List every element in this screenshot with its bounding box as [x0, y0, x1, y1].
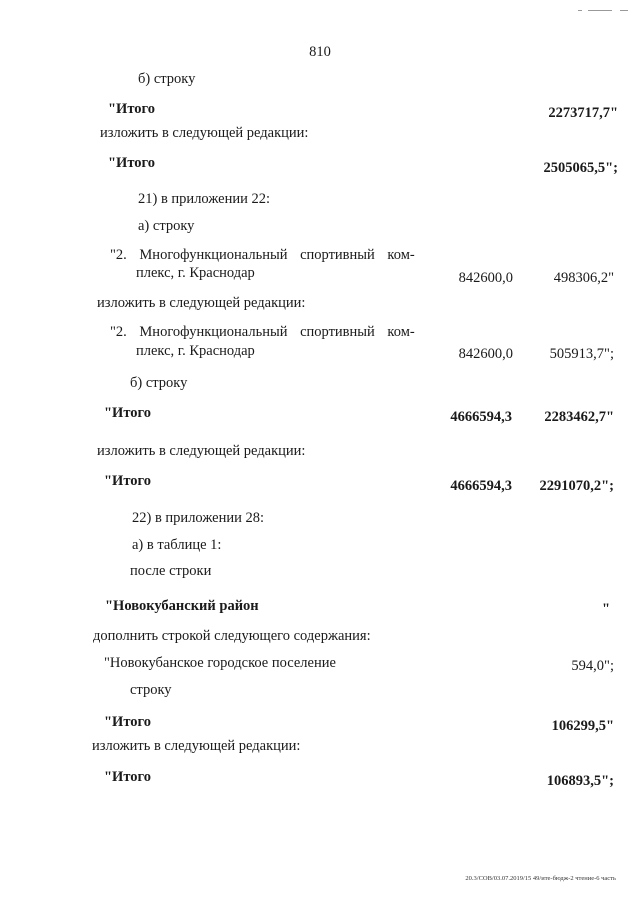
total-label: "Итого [108, 101, 155, 117]
total-label: "Итого [104, 405, 151, 421]
page-number: 810 [309, 44, 331, 60]
instruction-line: изложить в следующей редакции: [92, 738, 301, 754]
scan-mark [578, 10, 582, 11]
total-label: "Итого [104, 473, 151, 489]
settlement-label: "Новокубанское городское поселение [104, 655, 336, 671]
appendix-heading: 22) в приложении 28: [132, 510, 265, 526]
row-text: "2. Многофункциональный спортивный ком- [110, 324, 415, 340]
total-label: "Итого [108, 155, 155, 171]
total-col1: 4666594,3 [450, 478, 512, 494]
line-a-row: а) строку [138, 218, 195, 234]
line-b-row: б) строку [130, 375, 188, 391]
row-text: "2. Многофункциональный спортивный ком- [110, 247, 415, 263]
row-col2: 498306,2" [553, 270, 614, 286]
instruction-line: изложить в следующей редакции: [100, 125, 309, 141]
district-value: " [601, 601, 610, 617]
row-col1: 842600,0 [458, 270, 513, 286]
scan-mark [620, 10, 628, 11]
total-label: "Итого [104, 769, 151, 785]
instruction-line: дополнить строкой следующего содержания: [93, 628, 371, 644]
footer-reference: 20.3/СОВ/03.07.2019/15 49/ите-бюдж-2 чтение-6 часть [465, 875, 616, 882]
row-text: плекс, г. Краснодар [136, 265, 255, 281]
line-b-row: б) строку [138, 71, 196, 87]
total-value: 106893,5"; [546, 773, 614, 789]
row-text: плекс, г. Краснодар [136, 343, 255, 359]
settlement-value: 594,0"; [571, 658, 614, 674]
total-label: "Итого [104, 714, 151, 730]
total-col2: 2283462,7" [544, 409, 614, 425]
row-col2: 505913,7"; [549, 346, 614, 362]
row-col1: 842600,0 [458, 346, 513, 362]
instruction-line: изложить в следующей редакции: [97, 443, 306, 459]
total-col2: 2291070,2"; [539, 478, 614, 494]
after-row-line: после строки [130, 563, 212, 579]
total-value: 2273717,7" [548, 105, 618, 121]
appendix-heading: 21) в приложении 22: [138, 191, 271, 207]
scan-mark [588, 10, 612, 11]
instruction-line: изложить в следующей редакции: [97, 295, 306, 311]
district-label: "Новокубанский район [105, 598, 259, 614]
line-row: строку [130, 682, 172, 698]
total-value: 106299,5" [551, 718, 614, 734]
total-col1: 4666594,3 [450, 409, 512, 425]
total-value: 2505065,5"; [543, 160, 618, 176]
line-a-row: а) в таблице 1: [132, 537, 222, 553]
